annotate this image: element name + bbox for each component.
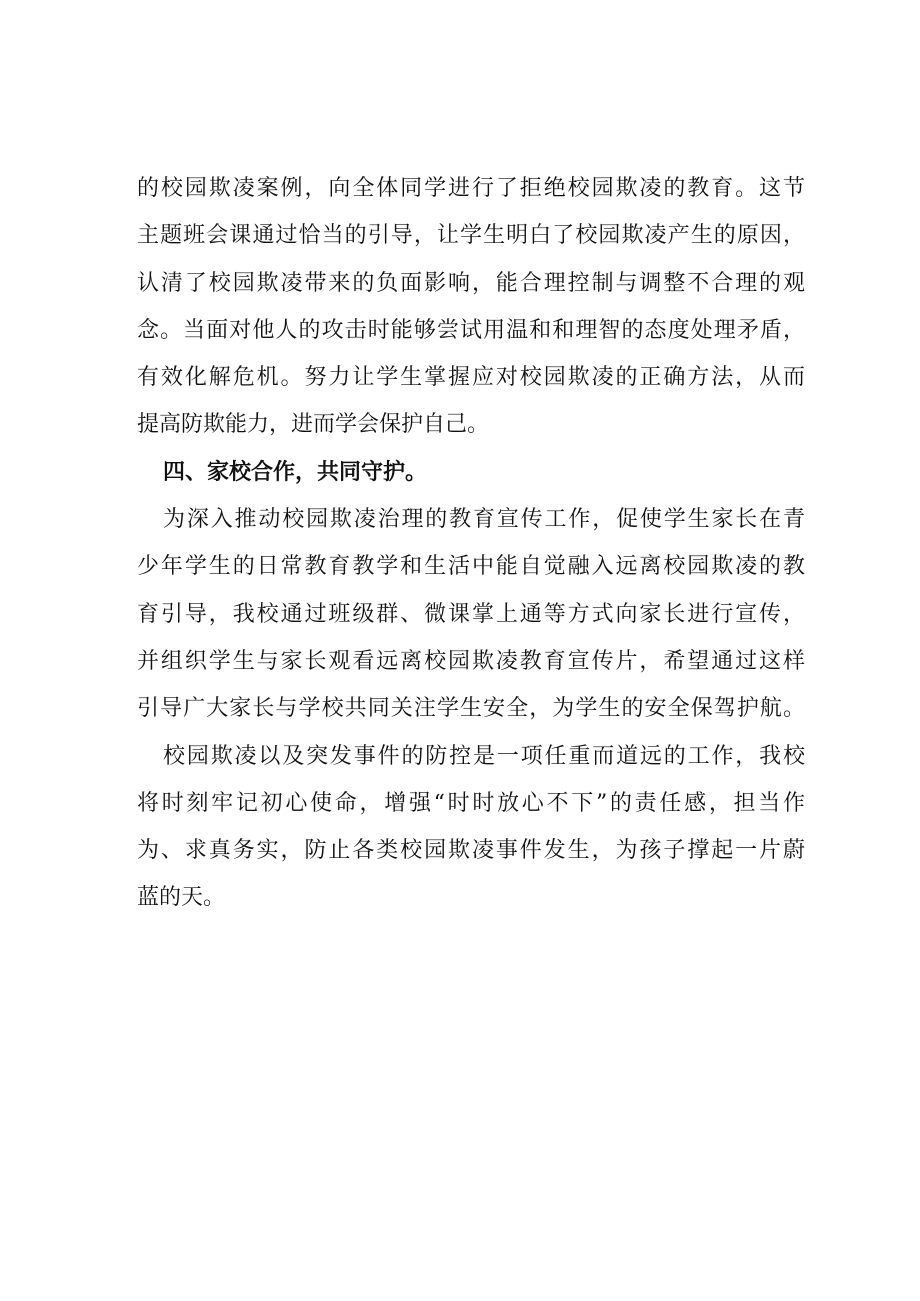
paragraph-line: 认清了校园欺凌带来的负面影响，能合理控制与调整不合理的观 <box>137 270 805 296</box>
paragraph-line: 并组织学生与家长观看远离校园欺凌教育宣传片，希望通过这样 <box>137 648 805 674</box>
paragraph-line: 育引导，我校通过班级群、微课掌上通等方式向家长进行宣传， <box>137 601 805 627</box>
paragraph-line: 有效化解危机。努力让学生掌握应对校园欺凌的正确方法，从而 <box>137 365 805 391</box>
paragraph-line: 为、求真务实，防止各类校园欺凌事件发生，为孩子撑起一片蔚 <box>137 838 805 864</box>
paragraph-line: 校园欺凌以及突发事件的防控是一项任重而道远的工作，我校 <box>163 743 805 769</box>
paragraph-line: 将时刻牢记初心使命，增强“时时放心不下”的责任感，担当作 <box>137 790 805 816</box>
paragraph-outcome <box>137 165 805 449</box>
document-page <box>137 165 805 922</box>
section-heading-four: 四、家校合作，共同守护。 <box>163 459 428 485</box>
paragraph-line: 提高防欺能力，进而学会保护自己。 <box>137 412 490 438</box>
paragraph-home-school <box>137 496 805 732</box>
paragraph-line: 引导广大家长与学校共同关注学生安全，为学生的安全保驾护航。 <box>137 696 805 722</box>
paragraph-line: 的校园欺凌案例，向全体同学进行了拒绝校园欺凌的教育。这节 <box>137 176 805 201</box>
paragraph-line: 念。当面对他人的攻击时能够尝试用温和和理智的态度处理矛盾， <box>137 317 805 343</box>
paragraph-line: 少年学生的日常教育教学和生活中能自觉融入远离校园欺凌的教 <box>137 554 805 580</box>
paragraph-line: 蓝的天。 <box>137 885 226 911</box>
paragraph-line: 主题班会课通过恰当的引导，让学生明白了校园欺凌产生的原因， <box>137 223 805 249</box>
paragraph-conclusion <box>137 733 805 922</box>
paragraph-line: 为深入推动校园欺凌治理的教育宣传工作，促使学生家长在青 <box>163 507 805 533</box>
